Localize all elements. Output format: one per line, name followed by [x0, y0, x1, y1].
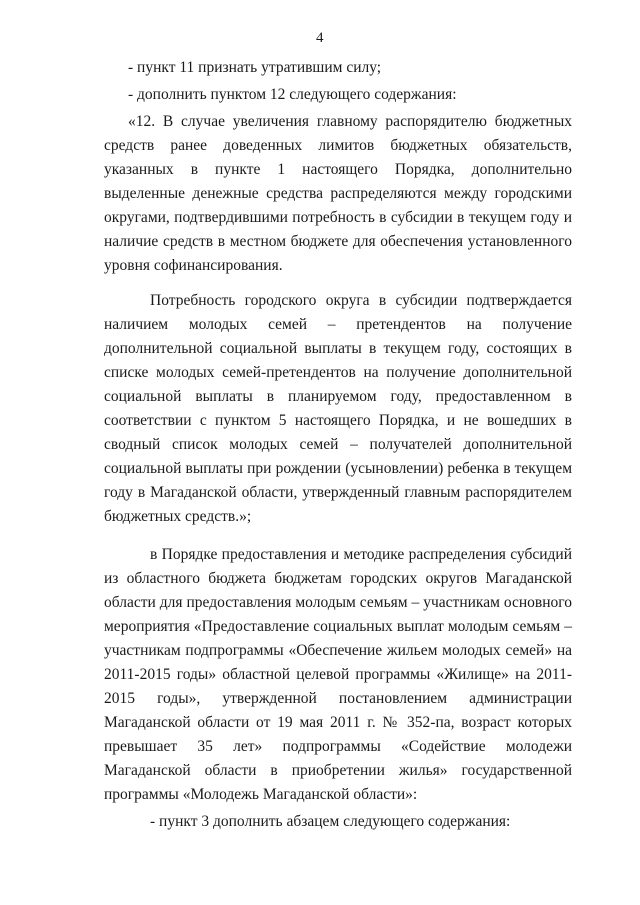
paragraph-procedure-methodology: в Порядке предоставления и методике распределения субсидий из областного бюджета бюджетам городских округов Магаданской области для предоставления молодым семьям – участникам основного мероприятия «Предоставление социальных выплат молодым семьям – участникам подпрограммы «Обеспечение жильем молодых семей» на 2011-2015 годы» областной целевой программы «Жилище» на 2011-2015 годы», утвержденной постановлением администрации Магаданской области от 19 мая 2011 г. № 352-па, возраст которых превышает 35 лет» подпрограммы «Содействие молодежи Магаданской области в приобретении жилья» государственной программы «Молодежь Магаданской области»:	[104, 546, 572, 803]
paragraph-item-3-supplement: - пункт 3 дополнить абзацем следующего содержания:	[150, 813, 511, 830]
paragraph-item-12-text: «12. В случае увеличения главному распорядителю бюджетных средств ранее доведенных лимитов бюджетных обязательств, указанных в пункте 1 настоящего Порядка, дополнительно выделенные денежные средства распределяются между городскими округами, подтвердившими потребность в субсидии в текущем году и наличие средств в местном бюджете для обеспечения установленного уровня софинансирования.	[104, 113, 572, 274]
document-body	[104, 56, 572, 834]
page-number: 4	[316, 30, 324, 46]
paragraph-item-11-repealed: - пункт 11 признать утратившим силу;	[128, 59, 382, 76]
paragraph-add-item-12: - дополнить пунктом 12 следующего содержания:	[128, 86, 457, 103]
paragraph-subsidy-need: Потребность городского округа в субсидии подтверждается наличием молодых семей – претендентов на получение дополнительной социальной выплаты в текущем году, состоящих в списке молодых семей-претендентов на получение дополнительной социальной выплаты в планируемом году, предоставленном в соответствии с пунктом 5 настоящего Порядка, и не вошедших в сводный список молодых семей – получателей дополнительной социальной выплаты при рождении (усыновлении) ребенка в текущем году в Магаданской области, утвержденный главным распорядителем бюджетных средств.»;	[104, 292, 572, 525]
